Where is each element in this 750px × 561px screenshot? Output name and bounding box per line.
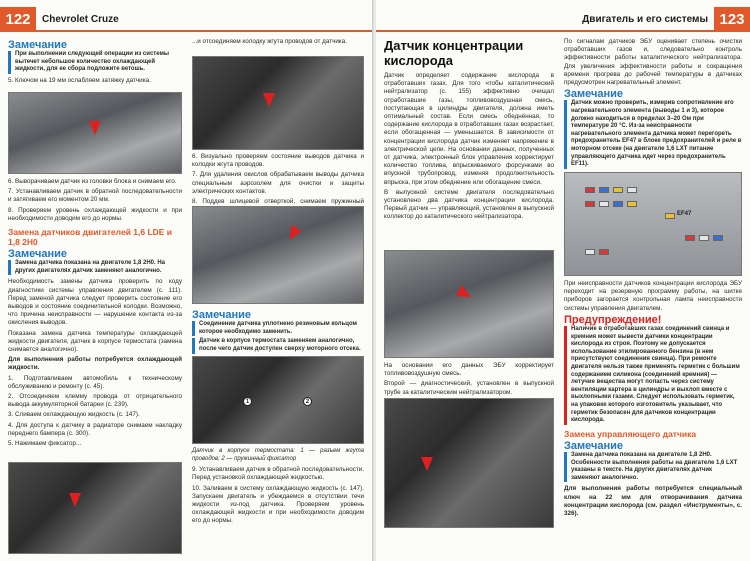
paragraph: В выпускной системе двигателя последовательно установлено два датчика концентрации кислорода. Первый датчик — управляющий, установлен в выпускной коллектор до каталитического нейтрализатора. (384, 188, 554, 221)
step-text: 6. Визуально проверяем состояние выводов датчика и колодки жгута проводов. (192, 153, 364, 169)
note-text: При выполнении следующей операции из системы вытечет небольшое количество охлаждающей жидкости, для ее сбора подложите ветошь. (8, 51, 182, 74)
fuse (585, 249, 595, 255)
fuse (585, 201, 595, 207)
step-text: 10. Заливаем в систему охлаждающую жидкость (с. 147). Запускаем двигатель и убеждаемся в отсутствии течи жидкости из-под датчика. Проверяем уровень охлаждающей жидкости и при необходимости доводим его до нормы. (192, 484, 364, 525)
step-text: 1. Подготавливаем автомобиль к техническому обслуживанию и ремонту (с. 45). (8, 374, 182, 390)
callout-1: 1 (243, 397, 252, 406)
fuse (585, 187, 595, 193)
paragraph: Датчик определяет содержание кислорода в отработавших газах. Для того чтобы каталитический нейтрализатор (с. 155) эффективно очищал отработавшие газы, топливовоздушная смесь, поступающая в цилиндры двигателя, должна иметь оптимальный состав. Если смесь обеднённая, то содержание кислорода в отработавших газах возрастает, если обогащенная — уменьшается. В зависимости от концентрации кислорода датчик изменяет напряжение в электрической цепи. На основании данных, полученных от датчика, электронный блок управления корректирует количество топлива, впрыскиваемого форсунками во впускной трубопровод, изменяя продолжительность впрыска, при этом обеднение или обогащение смеси. (384, 72, 554, 186)
photo-connector-latch (8, 462, 182, 554)
paragraph: ...и отсоединяем колодку жгута проводов от датчика. (192, 38, 348, 45)
fuse (613, 201, 623, 207)
fuse (685, 235, 695, 241)
note-heading: Замечание (564, 439, 624, 452)
red-arrow-icon (284, 225, 301, 243)
figure-caption: Датчик в корпусе термостата: 1 — разъем жгута проводов; 2 — пружинный фиксатор (192, 448, 364, 462)
photo-upstream-sensor (384, 250, 554, 358)
note-heading: Замечание (192, 309, 252, 321)
right-col-2b (564, 280, 742, 520)
step-text: 5. Нажимаем фиксатор... (8, 440, 82, 448)
note-text: Замена датчика показана на двигателе 1,8 2H0. Особенности выполнения работы на двигателе 1,6 LXT указаны в тексте. На других двигателях датчик заменяют аналогично. (564, 452, 742, 482)
paragraph: На основании его данных ЭБУ корректирует топливовоздушную смесь. (384, 362, 554, 378)
fuse (599, 187, 609, 193)
fuse (627, 201, 637, 207)
fuse (627, 187, 637, 193)
left-col-1 (8, 38, 182, 87)
right-col-1 (384, 38, 554, 224)
paragraph: При неисправности датчиков концентрации кислорода ЭБУ переходит на резервную программу работы, на шитке приборов загорается контрольная лампа неисправности системы управления двигателем. (564, 280, 742, 312)
paragraph: Для выполнения работы потребуется охлаждающей жидкости. (8, 356, 182, 372)
photo-thermostat-sensor (192, 356, 364, 444)
left-page (0, 0, 374, 561)
right-page (376, 0, 750, 561)
right-header (376, 8, 750, 30)
red-arrow-icon (456, 285, 474, 302)
page-title: Датчик концентрации кислорода (384, 38, 524, 68)
section-heading: Замена датчиков двигателей 1,6 LDE и 1,8 2H0 (8, 227, 173, 248)
red-arrow-icon (263, 93, 275, 107)
note-text: Замена датчика показана на двигателе 1,8 2H0. На других двигателях датчик заменяют аналогично. (8, 260, 182, 275)
red-arrow-icon (89, 121, 101, 135)
step-text: 5. Ключом на 19 мм ослабляем затяжку датчика. (8, 76, 151, 84)
callout-2: 2 (303, 397, 312, 406)
fuse (599, 201, 609, 207)
note-text: Соединение датчика уплотнено резиновым кольцом которое необходимо заменить. (192, 321, 364, 336)
note-heading: Замечание (564, 88, 624, 101)
paragraph: Показана замена датчика температуры охлаждающей жидкости двигателя, датчик в корпусе термостата (замена снимается аналогично). (8, 329, 182, 354)
fuse-ef47 (665, 213, 675, 219)
left-col-2c (192, 308, 364, 354)
note-text: Датчик в корпусе термостата заменяем аналогично, после чего датчик доступен сверху моторного отсека. (192, 338, 364, 353)
step-text: 8. Поддев шлицевой отверткой, снимаем пружинный (192, 198, 364, 206)
left-col-2 (192, 38, 364, 48)
left-header (0, 8, 374, 30)
step-text: 6. Выворачиваем датчик из головки блока и снимаем его. (8, 178, 177, 185)
right-col-2 (564, 38, 742, 169)
red-arrow-icon (421, 457, 433, 471)
photo-fuse-box (564, 172, 742, 276)
running-head: Двигатель и его системы (582, 13, 708, 25)
page-number: 123 (714, 7, 750, 31)
fuse (599, 249, 609, 255)
note-text: Датчик можно проверить, измерив сопротивление его нагревательного элемента (выводы 1 и 3), которое должно находиться в пределах 3–20 Ом при температуре 20 °С. Из-за неисправности нагревательного элемента датчика может перегореть предохранитель EF47 в блоке предохранителей и реле в моторном отсеке (на двигателе 1,6 LXT питание управляющего датчика идет через предохранитель EF11). (564, 100, 742, 168)
photo-sensor-wrench (8, 92, 182, 174)
paragraph: Необходимость замены датчика проверить по коду диагностики системы управления двигателем (с. 111). Перед заменой датчика следует проверить состояние его выводов и состояние соединительной колодки. Возможно, что причина неисправности — нарушение контакта из-за окисления выводов. (8, 278, 182, 327)
running-head: Chevrolet Cruze (42, 13, 119, 25)
photo-remove-clip (192, 206, 364, 304)
step-text: 2. Отсоединяем клемму провода от отрицательного вывода аккумуляторной батареи (с. 239). (8, 393, 182, 409)
step-text: 7. Устанавливаем датчик в обратной последовательности и затягиваем его моментом 20 мм. (8, 188, 182, 204)
page-number: 122 (0, 7, 36, 31)
section-heading: Замена управляющего датчика (564, 428, 697, 439)
photo-disconnect-harness (192, 56, 364, 150)
paragraph: Второй — диагностический, установлен в выпускной трубе за каталитическим нейтрализатором. (384, 380, 554, 396)
right-col-1b (384, 362, 554, 399)
fuse (713, 235, 723, 241)
note-heading: Замечание (8, 39, 68, 51)
header-rule (376, 30, 750, 32)
step-text: 7. Для удаления окислов обрабатываем выводы датчика специальным аэрозолем для очистки и защиты электрических контактов. (192, 171, 364, 195)
step-text: 8. Проверяем уровень охлаждающей жидкости и при необходимости доводим его до нормы. (8, 206, 182, 222)
note-heading: Замечание (8, 248, 68, 261)
fuse (699, 235, 709, 241)
warning-text: Наличие в отработавших газах соединений свинца и кремния может вывести датчики концентрации кислорода из строя. Поэтому не допускается использование этилированного бензина (в нем присутствуют соединения свинца). При ремонте двигателя нельзя также применять герметик с большим содержанием силикона (соединений кремния) — летучие вещества могут попасть через систему вентиляции картера в цилиндры и выхлоп вместе с выхлопными газами. Следует использовать герметик, на упаковке которого изготовитель указывает, что герметик безопасен для датчиков концентрации кислорода. (564, 326, 742, 425)
left-col-1b (8, 178, 182, 450)
left-col-2d (192, 448, 364, 528)
step-text: 3. Сливаем охлаждающую жидкость (с. 147). (8, 411, 140, 419)
paragraph: По сигналам датчиков ЭБУ оценивает степень очистки отработавших газов и, следовательно контроль эффективности работы каталитического нейтрализатора. Для увеличения эффективности работы и сокращения времени прогрева до рабочей температуры в датчиках предусмотрен нагревательный элемент. (564, 38, 742, 87)
warning-heading: Предупреждение! (564, 313, 662, 326)
fuse-label: EF47 (677, 211, 692, 217)
red-arrow-icon (69, 493, 81, 507)
photo-downstream-sensor (384, 398, 554, 528)
step-text: 4. Для доступа к датчику в радиаторе снимаем накладку переднего бампера (с. 300). (8, 421, 182, 437)
header-rule (0, 30, 374, 32)
paragraph: Для выполнения работы потребуется специальный ключ на 22 мм для отворачивания датчика концентрации кислорода (см. раздел «Инструменты», с. 326). (564, 485, 742, 517)
fuse (613, 187, 623, 193)
step-text: 9. Устанавливаем датчик в обратной последовательности. Перед установкой охлаждающей жидкостью. (192, 466, 364, 482)
